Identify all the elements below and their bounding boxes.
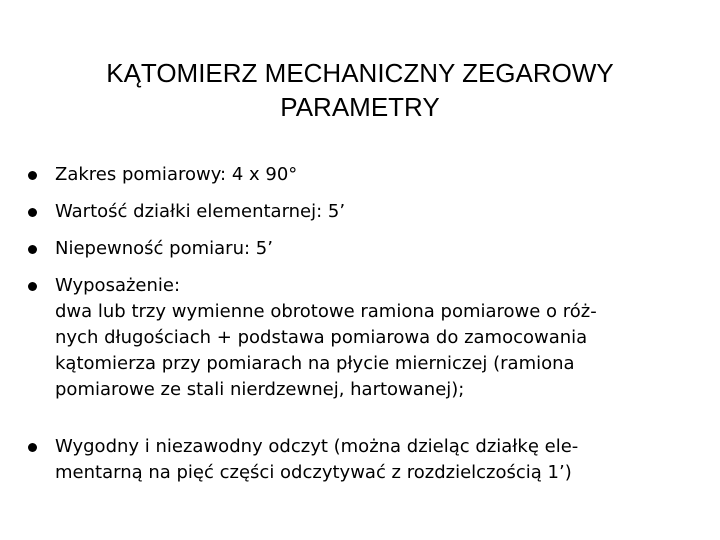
title-line-1: KĄTOMIERZ MECHANICZNY ZEGAROWY: [106, 58, 614, 88]
description-line: nych długościach + podstawa pomiarowa do zamocowania: [55, 327, 588, 348]
bullet-icon: [28, 282, 37, 291]
list-item-scale-value: [28, 199, 688, 225]
list-item-text: Zakres pomiarowy: 4 x 90°: [55, 164, 298, 185]
bullet-icon: [28, 443, 37, 452]
bullet-icon: [28, 171, 37, 180]
bullet-icon: [28, 245, 37, 254]
equipment-description: [55, 299, 688, 403]
bullet-icon: [28, 208, 37, 217]
description-line: pomiarowe ze stali nierdzewnej, hartowanej);: [55, 379, 465, 400]
description-line: kątomierza przy pomiarach na płycie mierniczej (ramiona: [55, 353, 575, 374]
list-item-text: Niepewność pomiaru: 5’: [55, 238, 273, 259]
description-line: dwa lub trzy wymienne obrotowe ramiona pomiarowe o róż-: [55, 301, 597, 322]
list-item-text: Wygodny i niezawodny odczyt (można dzieląc działkę ele-: [55, 436, 579, 457]
reading-continuation: [55, 460, 688, 486]
list-item-uncertainty: [28, 236, 688, 262]
description-line: mentarną na pięć części odczytywać z rozdzielczością 1’): [55, 462, 572, 483]
list-item-text: Wartość działki elementarnej: 5’: [55, 201, 346, 222]
list-item-text: Wyposażenie:: [55, 275, 181, 296]
slide-title: [60, 56, 660, 124]
title-line-2: PARAMETRY: [280, 92, 440, 122]
list-item-equipment: [28, 273, 688, 403]
list-item-measuring-range: [28, 162, 688, 188]
list-item-reading: [28, 434, 688, 486]
